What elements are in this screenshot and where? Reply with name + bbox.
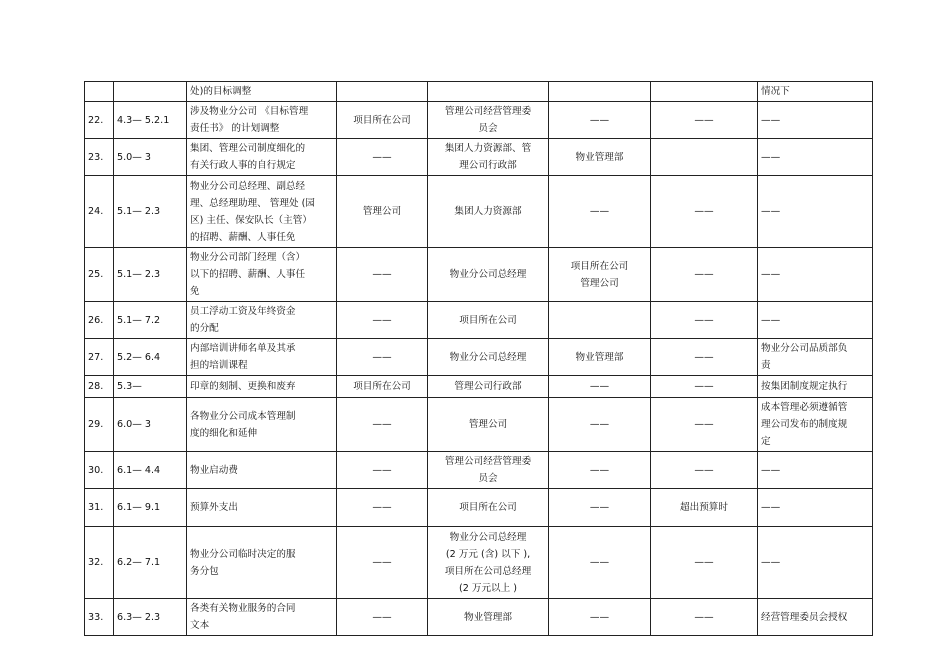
col-2-cell-text: 物业管理部	[464, 611, 512, 623]
col-3-cell-text: ——	[589, 611, 610, 623]
col-5-cell	[758, 599, 873, 636]
col-1-cell-text: ——	[372, 502, 392, 513]
matter-text	[187, 339, 337, 376]
row-number	[85, 452, 114, 489]
col-2-cell	[428, 82, 549, 102]
matter-text-text: 员工浮动工资及年终资金 的分配	[190, 306, 296, 334]
col-4-cell-text: ——	[694, 314, 714, 326]
row-number	[85, 376, 114, 398]
row-number	[85, 398, 114, 452]
clause-code	[114, 452, 187, 489]
col-4-cell	[651, 248, 758, 302]
col-4-cell-text: ——	[694, 114, 714, 126]
col-1-cell-text: 项目所在公司	[353, 114, 411, 126]
col-3-cell	[549, 489, 651, 527]
col-4-cell-text: ——	[694, 419, 714, 430]
matter-text	[187, 527, 337, 599]
col-5-cell	[758, 527, 873, 599]
col-5-cell	[758, 102, 873, 139]
col-2-cell	[428, 527, 549, 599]
matter-text-text: 涉及物业分公司 《目标管理 责任书》 的计划调整	[190, 106, 309, 134]
table-row	[85, 248, 873, 302]
col-3-cell-text: ——	[589, 114, 610, 126]
col-1-cell	[337, 527, 428, 599]
table-row	[85, 176, 873, 248]
col-1-cell-text: ——	[372, 557, 392, 568]
col-5-cell	[758, 398, 873, 452]
matter-text	[187, 376, 337, 398]
clause-code	[114, 339, 187, 376]
col-2-cell-text: 集团人力资源部	[454, 206, 522, 217]
col-5-cell	[758, 139, 873, 176]
col-1-cell	[337, 452, 428, 489]
col-1-cell-text: ——	[372, 269, 392, 280]
row-number-text: 28.	[88, 381, 104, 392]
row-number-text: 24.	[88, 206, 104, 217]
col-4-cell	[651, 139, 758, 176]
matter-text-text: 处)的目标调整	[190, 86, 252, 97]
table-row	[85, 82, 873, 102]
col-1-cell	[337, 398, 428, 452]
col-2-cell	[428, 139, 549, 176]
col-5-cell-text: 情况下	[761, 86, 790, 97]
col-4-cell	[651, 452, 758, 489]
col-2-cell-text: 项目所在公司	[459, 314, 517, 326]
col-2-cell	[428, 452, 549, 489]
col-5-cell-text: ——	[761, 464, 781, 476]
col-5-cell-text: ——	[761, 314, 781, 326]
col-1-cell	[337, 82, 428, 102]
clause-code-text: 6.1— 4.4	[117, 464, 161, 476]
col-1-cell-text: ——	[372, 351, 392, 363]
col-5-cell-text: ——	[761, 206, 781, 217]
clause-code-text: 5.1— 7.2	[117, 314, 161, 326]
col-4-cell	[651, 398, 758, 452]
row-number-text: 29.	[88, 419, 104, 430]
col-5-cell	[758, 376, 873, 398]
table-row	[85, 139, 873, 176]
table-row	[85, 102, 873, 139]
clause-code	[114, 82, 187, 102]
col-1-cell	[337, 176, 428, 248]
row-number-text: 26.	[88, 314, 104, 326]
col-2-cell	[428, 302, 549, 339]
matter-text-text: 各类有关物业服务的合同 文本	[190, 603, 296, 631]
row-number	[85, 176, 114, 248]
col-4-cell-text: ——	[694, 464, 714, 476]
matter-text	[187, 599, 337, 636]
col-4-cell	[651, 489, 758, 527]
col-2-cell	[428, 102, 549, 139]
col-4-cell	[651, 302, 758, 339]
table-row	[85, 398, 873, 452]
col-1-cell	[337, 302, 428, 339]
col-5-cell-text: ——	[761, 151, 781, 163]
matter-text-text: 集团、管理公司制度细化的 有关行政人事的自行规定	[190, 143, 306, 171]
row-number-text: 25.	[88, 269, 104, 280]
matter-text	[187, 489, 337, 527]
col-2-cell-text: 物业分公司总经理 (2 万元 (含) 以下 ), 项目所在公司总经理 (2 万元以上 )	[444, 531, 532, 594]
row-number-text: 32.	[88, 557, 104, 568]
col-3-cell	[549, 376, 651, 398]
col-1-cell-text: ——	[372, 151, 392, 163]
clause-code-text: 6.1— 9.1	[117, 502, 161, 513]
col-5-cell-text: ——	[761, 114, 781, 126]
matter-text	[187, 248, 337, 302]
clause-code	[114, 376, 187, 398]
col-3-cell-text: ——	[589, 557, 610, 568]
col-4-cell	[651, 82, 758, 102]
clause-code	[114, 302, 187, 339]
col-3-cell	[549, 102, 651, 139]
clause-code-text: 6.0— 3	[117, 419, 152, 430]
clause-code-text: 5.2— 6.4	[117, 351, 161, 363]
col-5-cell	[758, 489, 873, 527]
col-1-cell-text: ——	[372, 611, 392, 623]
col-1-cell	[337, 489, 428, 527]
col-4-cell	[651, 599, 758, 636]
col-3-cell	[549, 82, 651, 102]
col-4-cell-text: ——	[694, 611, 714, 623]
clause-code-text: 5.0— 3	[117, 151, 152, 163]
col-1-cell	[337, 139, 428, 176]
col-5-cell-text: 物业分公司品质部负 责	[761, 343, 848, 371]
matter-text-text: 物业分公司临时决定的服 务分包	[190, 548, 296, 577]
col-2-cell	[428, 339, 549, 376]
col-1-cell-text: ——	[372, 314, 392, 326]
clause-code-text: 6.3— 2.3	[117, 611, 161, 623]
col-5-cell	[758, 248, 873, 302]
row-number	[85, 339, 114, 376]
matter-text-text: 各物业分公司成本管理制 度的细化和延伸	[190, 410, 296, 439]
col-5-cell	[758, 452, 873, 489]
clause-code-text: 6.2— 7.1	[117, 557, 161, 568]
col-3-cell	[549, 398, 651, 452]
col-3-cell-text: ——	[589, 206, 610, 217]
col-4-cell-text: ——	[694, 351, 714, 363]
col-3-cell-text: ——	[589, 464, 610, 476]
matter-text-text: 物业启动费	[190, 464, 238, 476]
clause-code	[114, 599, 187, 636]
col-1-cell	[337, 339, 428, 376]
col-3-cell	[549, 527, 651, 599]
clause-code	[114, 489, 187, 527]
matter-text	[187, 139, 337, 176]
col-1-cell	[337, 102, 428, 139]
col-1-cell	[337, 599, 428, 636]
col-2-cell-text: 管理公司行政部	[454, 381, 522, 392]
col-5-cell	[758, 82, 873, 102]
row-number-text: 30.	[88, 464, 104, 476]
col-1-cell-text: ——	[372, 464, 392, 476]
matter-text	[187, 398, 337, 452]
table-row	[85, 599, 873, 636]
col-4-cell	[651, 527, 758, 599]
col-3-cell	[549, 339, 651, 376]
table-row	[85, 376, 873, 398]
col-1-cell	[337, 376, 428, 398]
col-5-cell-text: 经营管理委员会授权	[761, 611, 848, 623]
table-row	[85, 452, 873, 489]
col-4-cell	[651, 376, 758, 398]
row-number-text: 23.	[88, 151, 104, 163]
col-1-cell-text: ——	[372, 419, 392, 430]
col-2-cell	[428, 376, 549, 398]
col-3-cell	[549, 139, 651, 176]
col-4-cell-text: 超出预算时	[680, 502, 728, 513]
authority-table	[84, 81, 873, 636]
col-3-cell-text: 物业管理部	[575, 151, 624, 163]
col-5-cell-text: ——	[761, 502, 781, 513]
col-5-cell-text: ——	[761, 269, 781, 280]
row-number-text: 22.	[88, 114, 104, 126]
col-4-cell	[651, 339, 758, 376]
col-2-cell-text: 管理公司经营管理委 员会	[444, 106, 532, 134]
clause-code-text: 5.3—	[117, 381, 142, 392]
col-5-cell-text: 按集团制度规定执行	[761, 381, 848, 392]
clause-code-text: 5.1— 2.3	[117, 206, 161, 217]
col-3-cell	[549, 599, 651, 636]
col-4-cell	[651, 176, 758, 248]
col-3-cell	[549, 452, 651, 489]
col-2-cell	[428, 489, 549, 527]
table-row	[85, 339, 873, 376]
col-1-cell-text: 项目所在公司	[353, 381, 411, 392]
col-1-cell-text: 管理公司	[362, 206, 402, 217]
matter-text-text: 内部培训讲师名单及其承 担的培训课程	[190, 343, 296, 371]
col-4-cell	[651, 102, 758, 139]
col-5-cell-text: ——	[761, 557, 781, 568]
col-2-cell	[428, 398, 549, 452]
row-number	[85, 248, 114, 302]
col-2-cell	[428, 599, 549, 636]
row-number	[85, 102, 114, 139]
col-3-cell	[549, 302, 651, 339]
table-row	[85, 302, 873, 339]
col-4-cell-text: ——	[694, 381, 714, 392]
col-3-cell-text: ——	[589, 419, 610, 430]
clause-code	[114, 176, 187, 248]
col-4-cell-text: ——	[694, 206, 714, 217]
row-number-text: 31.	[88, 502, 104, 513]
col-2-cell-text: 物业分公司总经理	[449, 269, 527, 280]
row-number	[85, 139, 114, 176]
col-3-cell	[549, 176, 651, 248]
col-5-cell	[758, 176, 873, 248]
clause-code	[114, 248, 187, 302]
col-5-cell	[758, 339, 873, 376]
clause-code	[114, 102, 187, 139]
col-3-cell-text: 项目所在公司 管理公司	[570, 260, 629, 289]
table-row	[85, 527, 873, 599]
row-number	[85, 82, 114, 102]
matter-text	[187, 102, 337, 139]
matter-text-text: 印章的刻制、更换和废弃	[190, 381, 296, 392]
matter-text	[187, 176, 337, 248]
col-4-cell-text: ——	[694, 269, 714, 280]
matter-text-text: 预算外支出	[190, 502, 238, 513]
row-number	[85, 302, 114, 339]
row-number-text: 27.	[88, 351, 104, 363]
col-3-cell	[549, 248, 651, 302]
matter-text	[187, 82, 337, 102]
row-number	[85, 527, 114, 599]
matter-text-text: 物业分公司部门经理（含） 以下的招聘、薪酬、人事任 免	[190, 252, 306, 297]
col-5-cell-text: 成本管理必须遵循管 理公司发布的制度规 定	[761, 402, 848, 447]
matter-text	[187, 302, 337, 339]
row-number-text: 33.	[88, 611, 104, 623]
col-3-cell-text: ——	[589, 502, 610, 513]
table-body	[85, 82, 873, 636]
clause-code-text: 5.1— 2.3	[117, 269, 161, 280]
clause-code-text: 4.3— 5.2.1	[117, 114, 170, 126]
col-3-cell-text: 物业管理部	[575, 351, 624, 363]
col-4-cell-text: ——	[694, 557, 714, 568]
col-2-cell-text: 管理公司	[468, 419, 508, 430]
matter-text-text: 物业分公司总经理、副总经 理、总经理助理、 管理处 (园 区) 主任、保安队长（主管） 的招聘、薪酬、人事任免	[190, 180, 315, 243]
row-number	[85, 489, 114, 527]
clause-code	[114, 398, 187, 452]
col-2-cell-text: 集团人力资源部、管 理公司行政部	[444, 143, 532, 171]
col-3-cell-text: ——	[589, 381, 610, 392]
col-2-cell-text: 物业分公司总经理	[449, 351, 527, 363]
col-1-cell	[337, 248, 428, 302]
table-row	[85, 489, 873, 527]
clause-code	[114, 139, 187, 176]
row-number	[85, 599, 114, 636]
col-2-cell	[428, 248, 549, 302]
clause-code	[114, 527, 187, 599]
col-5-cell	[758, 302, 873, 339]
col-2-cell-text: 管理公司经营管理委 员会	[444, 456, 532, 484]
col-2-cell	[428, 176, 549, 248]
matter-text	[187, 452, 337, 489]
col-2-cell-text: 项目所在公司	[459, 502, 517, 513]
